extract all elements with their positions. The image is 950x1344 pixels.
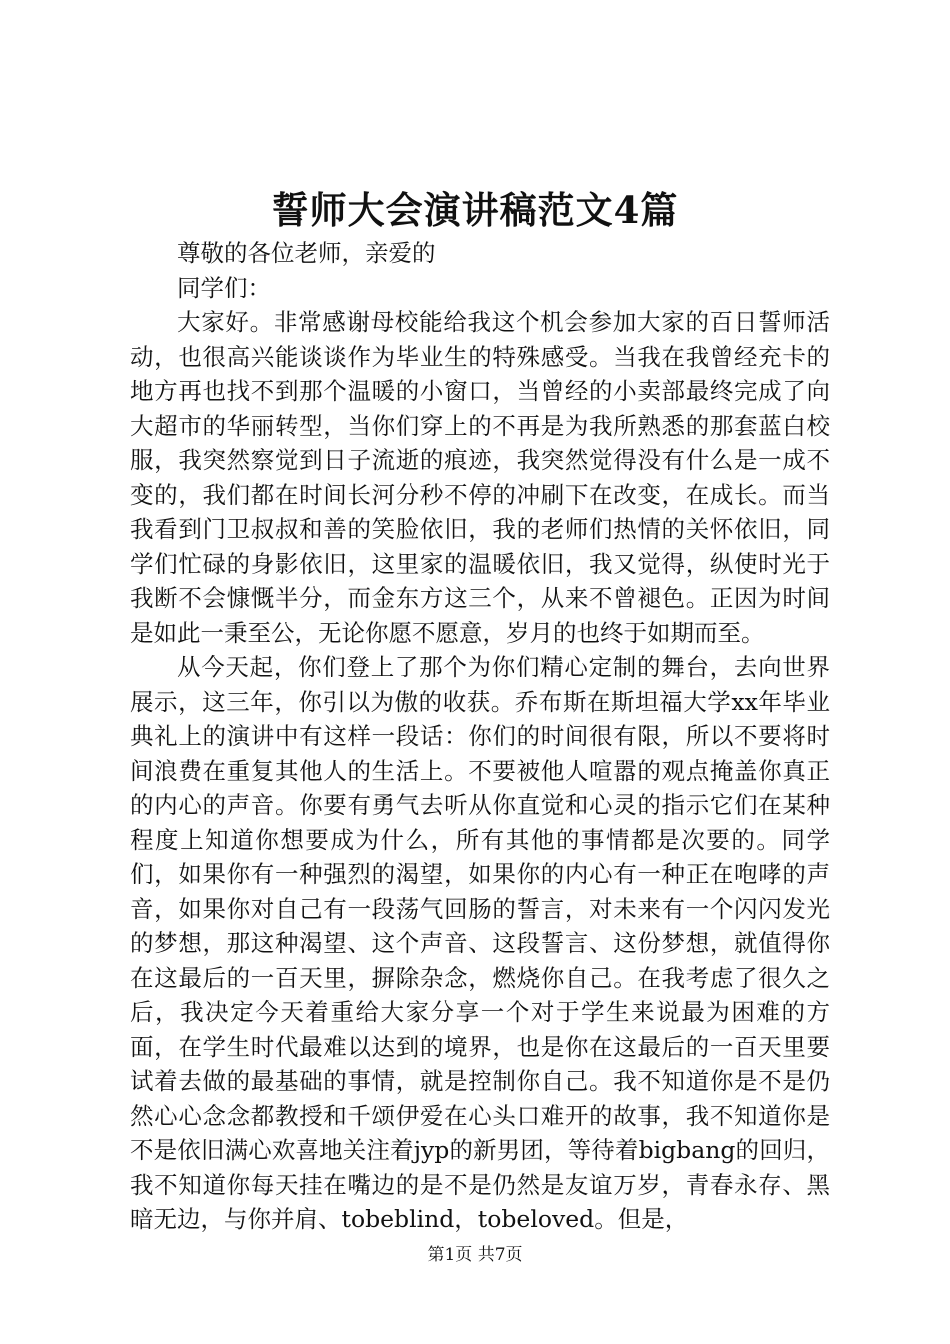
salutation-line-1: 尊敬的各位老师，亲爱的 — [177, 239, 436, 267]
salutation-line-2: 同学们： — [177, 273, 271, 302]
paragraph-1: 大家好。非常感谢母校能给我这个机会参加大家的百日誓师活动，也很高兴能谈谈作为毕业生的特殊感受。当我在我曾经充卡的地方再也找不到那个温暖的小窗口，当曾经的小卖部最终完成了向大超市的华丽转型，当你们穿上的不再是为我所熟悉的那套蓝白校服，我突然察觉到日子流逝的痕迹，我突然觉得没有什么是一成不变的，我们都在时间长河分秒不停的冲刷下在改变，在成长。而当我看到门卫叔叔和善的笑脸依旧，我的老师们热情的关怀依旧，同学们忙碌的身影依旧，这里家的温暖依旧，我又觉得，纵使时光于我断不会慷慨半分，而金东方这三个，从来不曾褪色。正因为时间是如此一秉至公，无论你愿不愿意，岁月的也终于如期而至。 — [130, 308, 830, 647]
document-title: 誓师大会演讲稿范文4篇 — [271, 188, 679, 232]
paragraph-2: 从今天起，你们登上了那个为你们精心定制的舞台，去向世界展示，这三年，你引以为傲的收获。乔布斯在斯坦福大学xx年毕业典礼上的演讲中有这样一段话：你们的时间很有限，所以不要将时间浪费在重复其他人的生活上。不要被他人喧嚣的观点掩盖你真正的内心的声音。你要有勇气去听从你直觉和心灵的指示它们在某种程度上知道你想要成为什么，所有其他的事情都是次要的。同学们，如果你有一种强烈的渴望，如果你的内心有一种正在咆哮的声音，如果你对自己有一段荡气回肠的誓言，对未来有一个闪闪发光的梦想，那这种渴望、这个声音、这段誓言、这份梦想，就值得你在这最后的一百天里，摒除杂念，燃烧你自己。在我考虑了很久之后，我决定今天着重给大家分享一个对于学生来说最为困难的方面，在学生时代最难以达到的境界，也是你在这最后的一百天里要试着去做的最基础的事情，就是控制你自己。我不知道你是不是仍然心心念念都教授和千颂伊爱在心头口难开的故事，我不知道你是不是依旧满心欢喜地关注着jyp的新男团，等待着bigbang的回归，我不知道你每天挂在嘴边的是不是仍然是友谊万岁，青春永存、黑暗无边，与你并肩、tobeblind，tobeloved。但是， — [130, 653, 830, 1233]
document-body — [130, 236, 830, 1237]
page-footer: 第1页 共7页 — [427, 1245, 523, 1265]
